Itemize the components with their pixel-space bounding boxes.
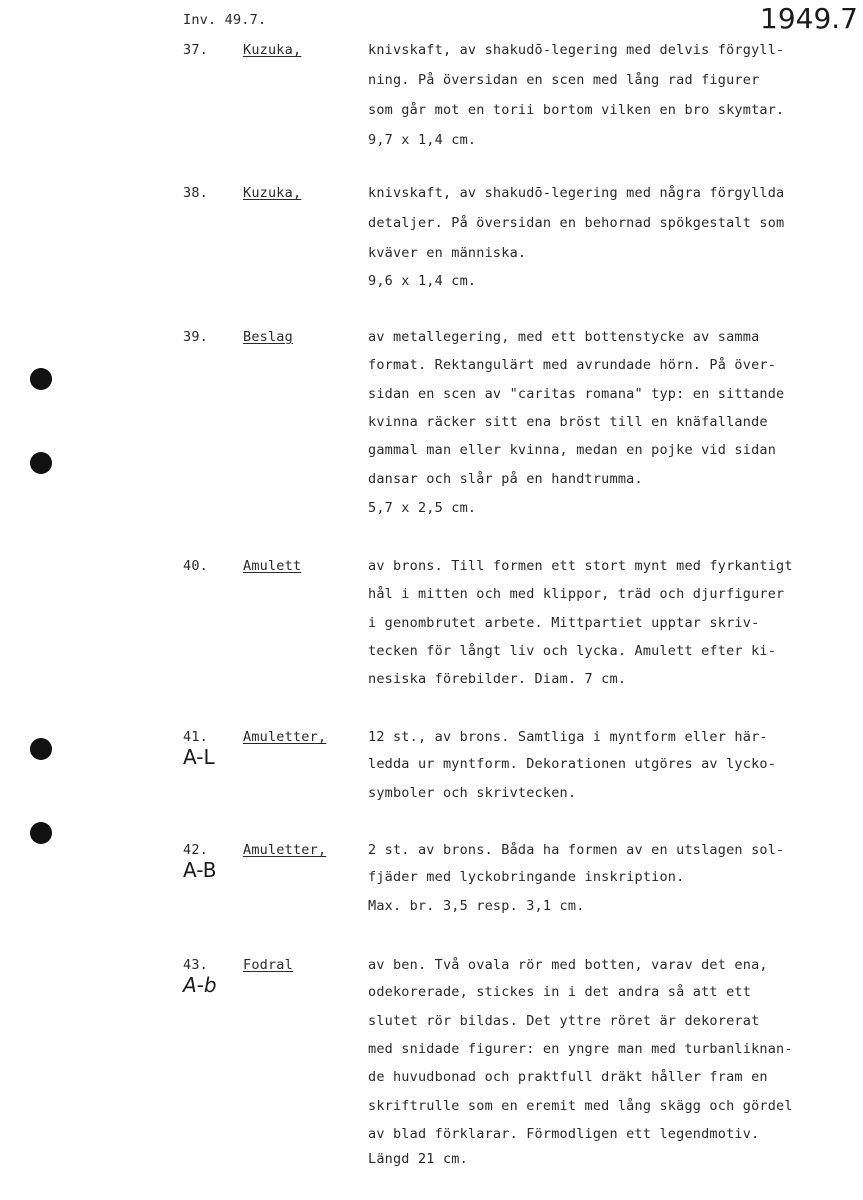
entry-text-line: ledda ur myntform. Dekorationen utgöres av lycko- bbox=[368, 756, 777, 772]
entry-number: 42. bbox=[183, 842, 208, 858]
entry-text-line: ning. På översidan en scen med lång rad figurer bbox=[368, 72, 760, 88]
entry-text-line: av metallegering, med ett bottenstycke av samma bbox=[368, 329, 760, 345]
entry-text-line: tecken för långt liv och lycka. Amulett efter ki- bbox=[368, 643, 777, 659]
handwritten-item-code: A-b bbox=[183, 973, 217, 997]
entry-dimensions: 9,6 x 1,4 cm. bbox=[368, 273, 477, 289]
entry-number: 41. bbox=[183, 729, 208, 745]
entry-text-line: symboler och skrivtecken. bbox=[368, 785, 577, 801]
entry-text-line: odekorerade, stickes in i det andra så att ett bbox=[368, 984, 752, 1000]
entry-name: Kuzuka, bbox=[243, 185, 302, 201]
punch-hole bbox=[30, 452, 52, 474]
entry-text-line: detaljer. På översidan en behornad spökgestalt som bbox=[368, 215, 785, 231]
entry-text-line: slutet rör bildas. Det yttre röret är dekorerat bbox=[368, 1013, 760, 1029]
entry-text-line: 12 st., av brons. Samtliga i myntform eller här- bbox=[368, 729, 768, 745]
entry-name: Kuzuka, bbox=[243, 42, 302, 58]
handwritten-item-code: A-L bbox=[183, 745, 215, 769]
entry-dimensions: 9,7 x 1,4 cm. bbox=[368, 132, 477, 148]
entry-text-line: fjäder med lyckobringande inskription. bbox=[368, 869, 685, 885]
entry-name: Amuletter, bbox=[243, 842, 327, 858]
punch-hole bbox=[30, 368, 52, 390]
inventory-label: Inv. 49.7. bbox=[183, 12, 267, 28]
entry-text-line: knivskaft, av shakudō-legering med några förgyllda bbox=[368, 185, 785, 201]
punch-hole bbox=[30, 822, 52, 844]
entry-name: Amuletter, bbox=[243, 729, 327, 745]
entry-name: Amulett bbox=[243, 558, 302, 574]
entry-text-line: de huvudbonad och praktfull dräkt håller fram en bbox=[368, 1069, 768, 1085]
entry-text-line: sidan en scen av "caritas romana" typ: en sittande bbox=[368, 386, 785, 402]
entry-name: Fodral bbox=[243, 957, 293, 973]
entry-number: 43. bbox=[183, 957, 208, 973]
entry-text-line: hål i mitten och med klippor, träd och djurfigurer bbox=[368, 586, 785, 602]
entry-text-line: av blad förklarar. Förmodligen ett legendmotiv. bbox=[368, 1126, 760, 1142]
handwritten-item-code: A-B bbox=[183, 858, 217, 882]
entry-number: 37. bbox=[183, 42, 208, 58]
handwritten-inventory-number: 1949.7 bbox=[760, 2, 858, 35]
entry-dimensions: Max. br. 3,5 resp. 3,1 cm. bbox=[368, 898, 585, 914]
entry-text-line: knivskaft, av shakudō-legering med delvis förgyll- bbox=[368, 42, 785, 58]
entry-text-line: med snidade figurer: en yngre man med turbanliknan- bbox=[368, 1041, 793, 1057]
punch-hole bbox=[30, 738, 52, 760]
entry-text-line: som går mot en torii bortom vilken en bro skymtar. bbox=[368, 102, 785, 118]
entry-text-line: dansar och slår på en handtrumma. bbox=[368, 471, 643, 487]
entry-text-line: format. Rektangulärt med avrundade hörn. På över- bbox=[368, 357, 777, 373]
entry-dimensions: Längd 21 cm. bbox=[368, 1151, 468, 1167]
entry-text-line: gammal man eller kvinna, medan en pojke vid sidan bbox=[368, 442, 777, 458]
entry-text-line: nesiska förebilder. Diam. 7 cm. bbox=[368, 671, 627, 687]
entry-text-line: skriftrulle som en eremit med lång skägg och gördel bbox=[368, 1098, 793, 1114]
entry-number: 39. bbox=[183, 329, 208, 345]
entry-text-line: i genombrutet arbete. Mittpartiet upptar skriv- bbox=[368, 615, 760, 631]
entry-number: 40. bbox=[183, 558, 208, 574]
entry-number: 38. bbox=[183, 185, 208, 201]
entry-name: Beslag bbox=[243, 329, 293, 345]
entry-text-line: av brons. Till formen ett stort mynt med fyrkantigt bbox=[368, 558, 793, 574]
entry-text-line: av ben. Två ovala rör med botten, varav det ena, bbox=[368, 957, 768, 973]
entry-text-line: kväver en människa. bbox=[368, 245, 527, 261]
entry-text-line: 2 st. av brons. Båda ha formen av en utslagen sol- bbox=[368, 842, 785, 858]
entry-text-line: kvinna räcker sitt ena bröst till en knäfallande bbox=[368, 414, 768, 430]
entry-dimensions: 5,7 x 2,5 cm. bbox=[368, 500, 477, 516]
